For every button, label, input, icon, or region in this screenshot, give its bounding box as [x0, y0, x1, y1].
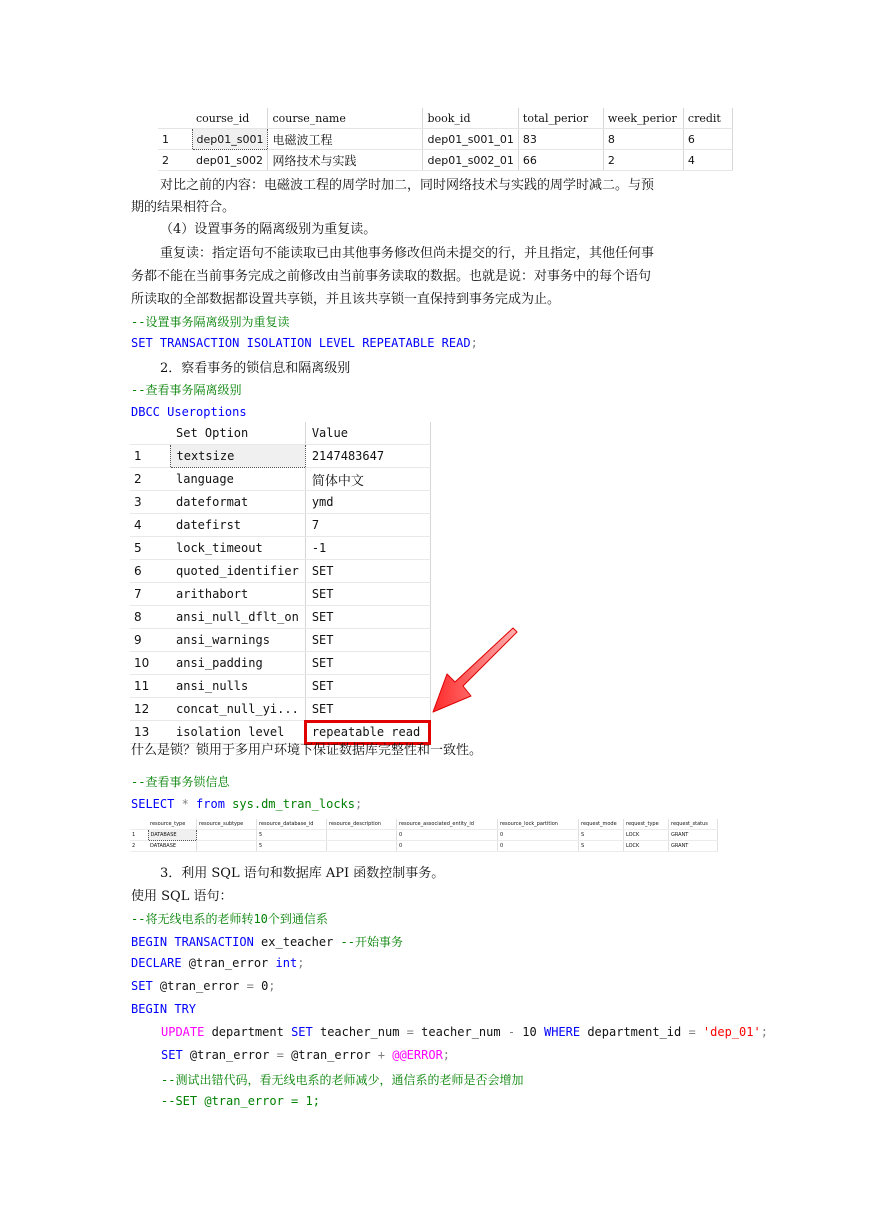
- sql-keyword: SET: [131, 979, 153, 993]
- option-cell[interactable]: lock_timeout: [170, 537, 305, 560]
- comment-set-isolation: --设置事务隔离级别为重复读: [131, 315, 290, 329]
- value-cell[interactable]: SET: [305, 675, 430, 698]
- course-result-grid: [158, 108, 733, 171]
- table-row[interactable]: [130, 491, 430, 514]
- comment-set-error: --SET @tran_error = 1;: [161, 1094, 320, 1108]
- table-cell[interactable]: LOCK: [624, 830, 669, 841]
- repeat-read-line1: 重复读：指定语句不能读取已由其他事务修改但尚未提交的行，并且指定，其他任何事: [160, 246, 655, 261]
- sql-number: 10: [515, 1025, 544, 1039]
- sql-keyword: SET: [161, 1048, 183, 1062]
- table-row[interactable]: [130, 675, 430, 698]
- value-cell[interactable]: SET: [305, 629, 430, 652]
- table-row[interactable]: [130, 468, 430, 491]
- comment-test-error: --测试出错代码，看无线电系的老师减少，通信系的老师是否会增加: [161, 1073, 524, 1087]
- table-cell[interactable]: [327, 830, 397, 841]
- sql-identifier: @tran_error: [283, 1048, 378, 1062]
- col-header: request_type: [624, 819, 669, 830]
- select-locks-statement: [131, 797, 362, 811]
- value-cell[interactable]: SET: [305, 698, 430, 721]
- sql-keyword: SET TRANSACTION ISOLATION LEVEL REPEATABLE READ: [131, 336, 471, 350]
- option-cell[interactable]: quoted_identifier: [170, 560, 305, 583]
- set-error-zero-line: [131, 979, 276, 993]
- row-number: 13: [130, 721, 170, 744]
- repeat-read-line3: 所读取的全部数据都设置共享锁，并且该共享锁一直保持到事务完成为止。: [131, 292, 561, 307]
- sql-keyword: UPDATE: [161, 1025, 205, 1039]
- sql-operator: +: [377, 1048, 385, 1062]
- table-cell[interactable]: [197, 830, 257, 841]
- col-header: Value: [305, 422, 430, 445]
- table-row[interactable]: [130, 537, 430, 560]
- row-number: 7: [130, 583, 170, 606]
- sql-identifier: teacher_num: [413, 1025, 508, 1039]
- col-header: week_perior: [603, 108, 683, 129]
- row-number: 12: [130, 698, 170, 721]
- useroptions-header: [130, 422, 430, 445]
- row-number-header: [130, 819, 148, 830]
- sql-punct: ;: [760, 1025, 768, 1039]
- sql-object: sys.dm_tran_locks: [224, 797, 355, 811]
- row-number: 2: [130, 841, 148, 852]
- sql-identifier: teacher_num: [312, 1025, 407, 1039]
- col-header: course_id: [192, 108, 268, 129]
- sql-punct: ;: [297, 956, 305, 970]
- sql-punct: ;: [470, 336, 478, 350]
- table-cell[interactable]: [327, 841, 397, 852]
- option-cell[interactable]: ansi_warnings: [170, 629, 305, 652]
- locks-table: [130, 819, 718, 852]
- option-cell[interactable]: textsize: [170, 445, 305, 468]
- row-number: 8: [130, 606, 170, 629]
- sql-identifier: @tran_error: [152, 979, 247, 993]
- table-cell[interactable]: dep01_s002_01: [423, 150, 518, 171]
- section2-heading: 2．察看事务的锁信息和隔离级别: [160, 361, 351, 376]
- option-cell[interactable]: ansi_nulls: [170, 675, 305, 698]
- option-cell[interactable]: isolation level: [170, 721, 305, 744]
- row-number: 3: [130, 491, 170, 514]
- row-number: 1: [158, 129, 192, 150]
- table-cell[interactable]: DATABASE: [148, 830, 197, 841]
- table-cell[interactable]: 电磁波工程: [268, 129, 423, 150]
- sql-keyword: SELECT: [131, 797, 175, 811]
- repeat-read-line2: 务都不能在当前事务完成之前修改由当前事务读取的数据。也就是说：对事务中的每个语句: [131, 269, 652, 284]
- option-cell[interactable]: dateformat: [170, 491, 305, 514]
- table-row[interactable]: [130, 698, 430, 721]
- sql-punct: ;: [355, 797, 363, 811]
- value-cell[interactable]: SET: [305, 652, 430, 675]
- value-cell[interactable]: SET: [305, 560, 430, 583]
- col-header: resource_type: [148, 819, 197, 830]
- row-number: 2: [130, 468, 170, 491]
- table-cell[interactable]: 6: [683, 129, 732, 150]
- row-number: 5: [130, 537, 170, 560]
- table-row[interactable]: [130, 830, 718, 841]
- table-cell[interactable]: 5: [257, 830, 327, 841]
- sql-punct: ;: [442, 1048, 451, 1062]
- table-cell[interactable]: 0: [498, 830, 579, 841]
- sql-keyword: SET: [291, 1025, 313, 1039]
- col-header: Set Option: [170, 422, 305, 445]
- sql-punct: ;: [268, 979, 276, 993]
- table-cell[interactable]: 0: [397, 830, 498, 841]
- sql-type: int: [275, 956, 298, 970]
- value-cell[interactable]: 2147483647: [305, 445, 430, 468]
- sql-operator: =: [276, 1048, 284, 1062]
- option-cell[interactable]: arithabort: [170, 583, 305, 606]
- begin-transaction-line: [131, 933, 403, 950]
- col-header: resource_lock_partition: [498, 819, 579, 830]
- table-row[interactable]: [130, 514, 430, 537]
- option-cell[interactable]: language: [170, 468, 305, 491]
- begin-try-line: BEGIN TRY: [131, 1002, 197, 1016]
- table-cell[interactable]: dep01_s001: [192, 129, 268, 150]
- sql-identifier: @tran_error: [181, 956, 276, 970]
- table-cell[interactable]: GRANT: [669, 841, 718, 852]
- option-cell[interactable]: ansi_null_dflt_on: [170, 606, 305, 629]
- table-cell[interactable]: 网络技术与实践: [268, 150, 423, 171]
- table-cell[interactable]: S: [579, 841, 624, 852]
- value-cell[interactable]: 7: [305, 514, 430, 537]
- compare-text-line1: 对比之前的内容：电磁波工程的周学时加二，同时网络技术与实践的周学时减二。与预: [160, 178, 655, 193]
- table-cell[interactable]: DATABASE: [148, 841, 197, 852]
- locks-result-grid: [130, 819, 718, 852]
- table-row[interactable]: [130, 841, 718, 852]
- col-header: resource_description: [327, 819, 397, 830]
- option-cell[interactable]: concat_null_yi...: [170, 698, 305, 721]
- sql-identifier: department: [204, 1025, 292, 1039]
- comment-view-isolation: --查看事务隔离级别: [131, 383, 242, 397]
- value-cell[interactable]: ymd: [305, 491, 430, 514]
- set-error-add-line: [161, 1048, 450, 1062]
- useroptions-table: [130, 422, 431, 744]
- value-cell[interactable]: SET: [305, 606, 430, 629]
- row-number-header: [158, 108, 192, 129]
- table-cell[interactable]: dep01_s001_01: [423, 129, 518, 150]
- table-cell[interactable]: dep01_s002: [192, 150, 268, 171]
- row-number: 4: [130, 514, 170, 537]
- sql-punct: *: [174, 797, 197, 811]
- course-table-header: [158, 108, 732, 129]
- table-cell[interactable]: S: [579, 830, 624, 841]
- col-header: total_perior: [518, 108, 603, 129]
- sql-function: @@ERROR: [385, 1048, 443, 1062]
- sql-identifier: department_id: [580, 1025, 689, 1039]
- table-row[interactable]: [130, 652, 430, 675]
- table-cell[interactable]: 66: [518, 150, 603, 171]
- sql-operator: =: [406, 1025, 414, 1039]
- row-number: 11: [130, 675, 170, 698]
- course-table: [158, 108, 733, 171]
- col-header: credit: [683, 108, 732, 129]
- sql-identifier: @tran_error: [182, 1048, 277, 1062]
- row-number: 2: [158, 150, 192, 171]
- row-number: 1: [130, 830, 148, 841]
- sql-operator: =: [246, 979, 254, 993]
- sql-operator: =: [688, 1025, 696, 1039]
- table-row[interactable]: [158, 150, 732, 171]
- col-header: request_mode: [579, 819, 624, 830]
- sql-identifier: ex_teacher: [253, 935, 341, 949]
- table-cell[interactable]: [197, 841, 257, 852]
- table-row[interactable]: [158, 129, 732, 150]
- comment-view-locks: --查看事务锁信息: [131, 775, 230, 789]
- comment-move-teachers: --将无线电系的老师转10个到通信系: [131, 912, 328, 926]
- row-number: 1: [130, 445, 170, 468]
- sql-keyword: WHERE: [543, 1025, 581, 1039]
- table-cell[interactable]: 5: [257, 841, 327, 852]
- row-number: 10: [130, 652, 170, 675]
- sql-keyword: from: [196, 797, 225, 811]
- value-cell[interactable]: -1: [305, 537, 430, 560]
- col-header: request_status: [669, 819, 718, 830]
- use-sql-label: 使用 SQL 语句：: [131, 889, 233, 904]
- col-header: course_name: [268, 108, 423, 129]
- sql-operator: -: [507, 1025, 516, 1039]
- lock-question: 什么是锁？锁用于多用户环境下保证数据库完整性和一致性。: [131, 743, 483, 758]
- row-number-header: [130, 422, 170, 445]
- isolation-value-highlight[interactable]: repeatable read: [305, 721, 430, 744]
- useroptions-result-grid: [130, 422, 431, 744]
- table-cell[interactable]: 4: [683, 150, 732, 171]
- value-cell[interactable]: 简体中文: [305, 468, 430, 491]
- table-cell[interactable]: 0: [397, 841, 498, 852]
- declare-line: [131, 956, 304, 970]
- col-header: resource_subtype: [197, 819, 257, 830]
- row-number: 6: [130, 560, 170, 583]
- table-row[interactable]: [130, 445, 430, 468]
- red-arrow-icon: [425, 620, 525, 720]
- sql-string: 'dep_01': [695, 1025, 761, 1039]
- table-cell[interactable]: GRANT: [669, 830, 718, 841]
- table-cell[interactable]: 8: [603, 129, 683, 150]
- table-cell[interactable]: 83: [518, 129, 603, 150]
- col-header: book_id: [423, 108, 518, 129]
- option-cell[interactable]: datefirst: [170, 514, 305, 537]
- table-row[interactable]: [130, 583, 430, 606]
- sql-keyword: DECLARE: [131, 956, 182, 970]
- table-row[interactable]: [130, 606, 430, 629]
- row-number: 9: [130, 629, 170, 652]
- dbcc-statement: DBCC Useroptions: [131, 405, 247, 419]
- section3-heading: 3．利用 SQL 语句和数据库 API 函数控制事务。: [160, 866, 445, 881]
- locks-header: [130, 819, 718, 830]
- sql-keyword: BEGIN TRANSACTION: [131, 935, 254, 949]
- table-cell[interactable]: 0: [498, 841, 579, 852]
- sql-number: 0: [253, 979, 269, 993]
- table-row[interactable]: [130, 560, 430, 583]
- compare-text-line2: 期的结果相符合。: [131, 200, 236, 215]
- col-header: resource_associated_entity_id: [397, 819, 498, 830]
- sql-comment: --开始事务: [340, 935, 403, 949]
- table-cell[interactable]: 2: [603, 150, 683, 171]
- value-cell[interactable]: SET: [305, 583, 430, 606]
- update-line: [161, 1025, 768, 1039]
- table-row[interactable]: [130, 629, 430, 652]
- step4-heading: （4）设置事务的隔离级别为重复读。: [160, 222, 377, 237]
- set-isolation-statement: [131, 336, 478, 350]
- col-header: resource_database_id: [257, 819, 327, 830]
- table-cell[interactable]: LOCK: [624, 841, 669, 852]
- option-cell[interactable]: ansi_padding: [170, 652, 305, 675]
